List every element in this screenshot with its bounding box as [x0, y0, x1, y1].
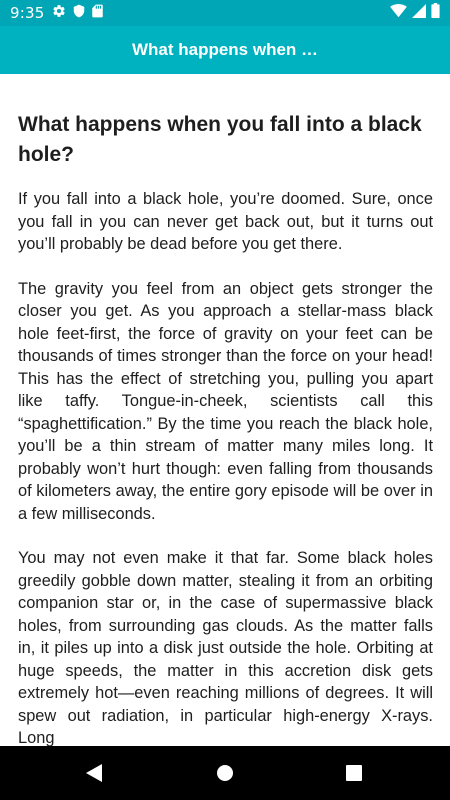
recents-icon[interactable] [343, 762, 365, 784]
app-title: What happens when … [131, 40, 319, 59]
navigation-bar [0, 746, 450, 800]
shield-icon [73, 4, 85, 23]
status-bar [0, 0, 450, 26]
article-title: What happens when you fall into a black hole? [18, 113, 422, 166]
status-icons-right [390, 5, 440, 21]
app-bar [0, 26, 450, 74]
article-paragraph: The gravity you feel from an object gets stronger the closer you get. As you approach a stellar-mass black hole feet-first, the force of gravity on your feet can be thousands of times stronger than the force on your head! This has the effect of stretching you, pulling you apart like taffy. Tongue-in-cheek, scientists call this “spaghettification.” By the time you reach the black hole, you’ll be a thin stream of matter many miles long. It probably won’t hurt though: even falling from thousands of kilometers away, the entire gory episode will be over in a few milliseconds. [18, 279, 433, 523]
battery-icon [431, 3, 440, 23]
status-icons-left [52, 5, 103, 21]
wifi-icon [390, 4, 407, 23]
article-content[interactable] [18, 110, 433, 746]
gear-icon [52, 4, 66, 23]
signal-icon [412, 4, 426, 23]
back-icon[interactable] [83, 762, 105, 784]
article-paragraph: You may not even make it that far. Some black holes greedily gobble down matter, stealing it from an orbiting companion star or, in the case of supermassive black holes, from surrounding gas clouds. As the matter falls in, it piles up into a disk just outside the hole. Orbiting at huge speeds, the matter in this accretion disk gets extremely hot—even reaching millions of degrees. It will spew out radiation, in particular high-energy X-rays. Long [18, 549, 433, 746]
status-time: 9:35 [10, 4, 45, 22]
home-icon[interactable] [214, 762, 236, 784]
sd-card-icon [92, 4, 103, 23]
article-paragraph: If you fall into a black hole, you’re doomed. Sure, once you fall in you can never get back out, but it turns out you’ll probably be dead before you get there. [18, 190, 433, 253]
